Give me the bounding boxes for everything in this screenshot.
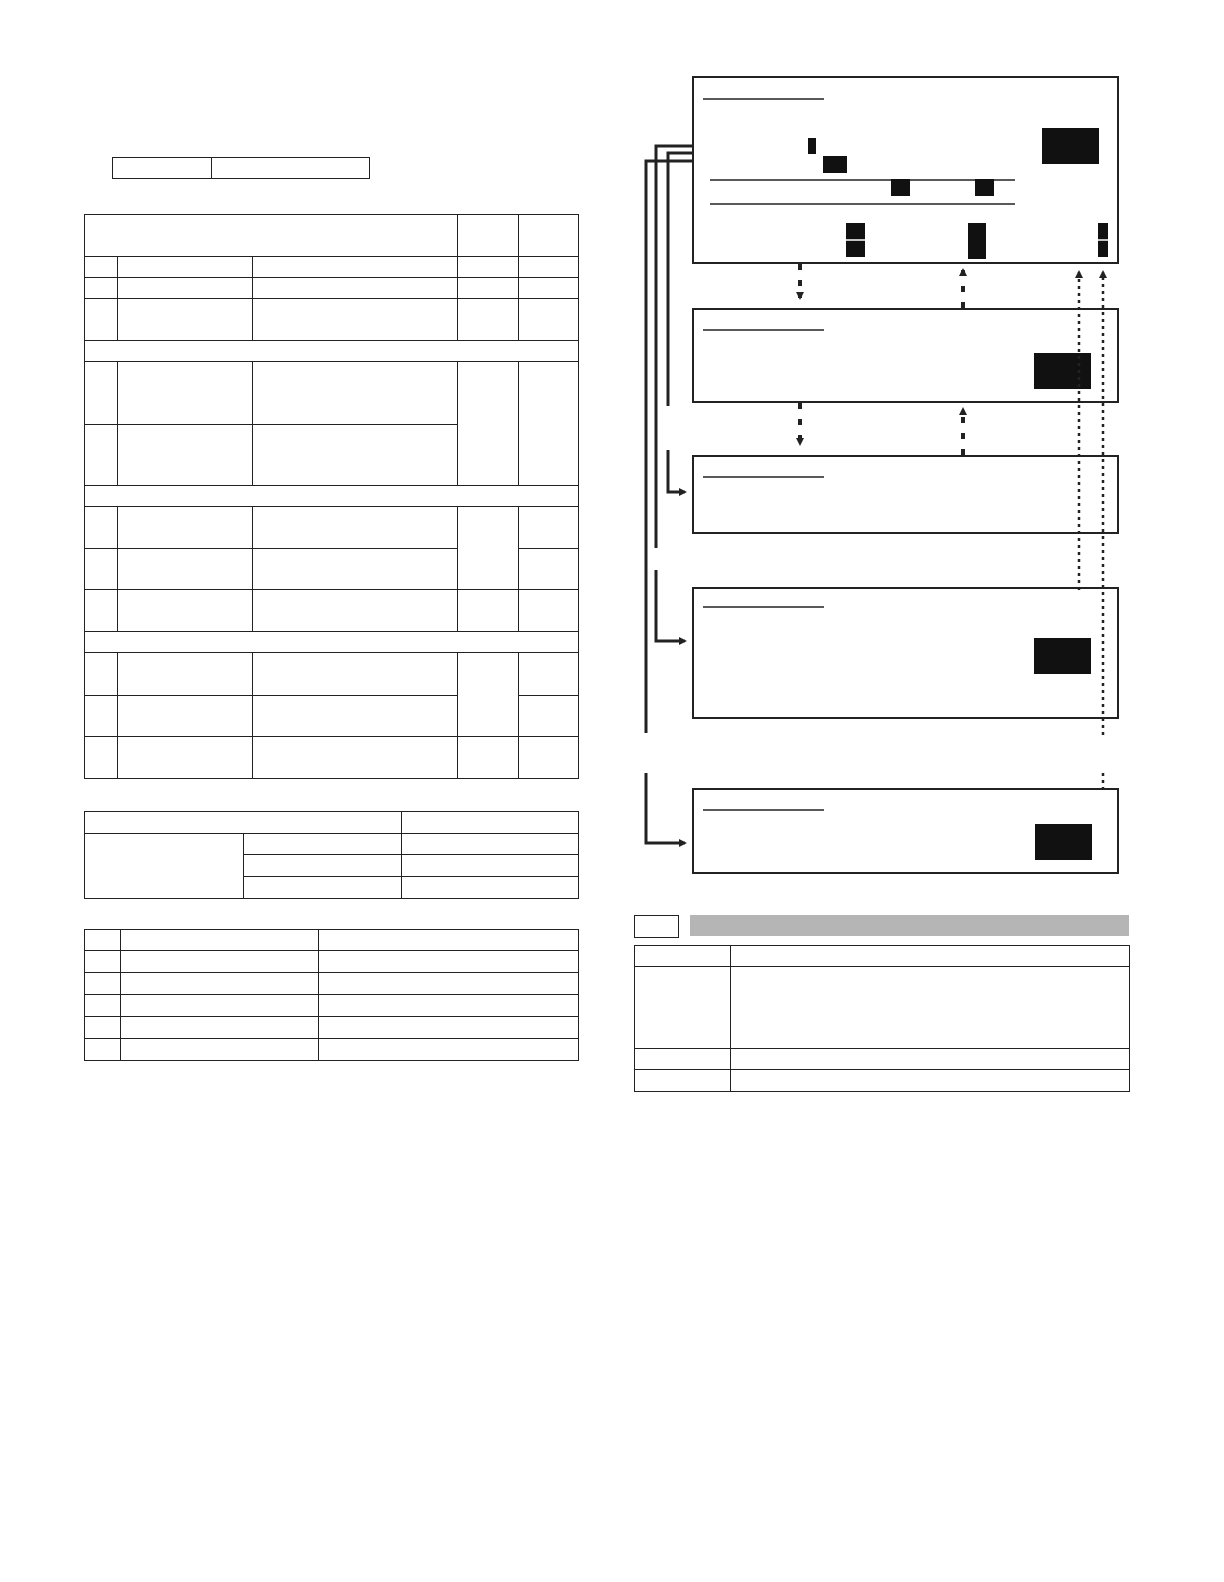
screen-panel-1 <box>693 77 1118 263</box>
table-row <box>635 1070 1130 1092</box>
key-label-box <box>634 915 679 938</box>
cursor-marker <box>808 138 816 154</box>
screen-panel-2 <box>693 309 1118 402</box>
flow-dotted-returns <box>1079 272 1103 790</box>
table-row <box>635 1049 1130 1070</box>
flow-arrows-vertical <box>800 264 963 455</box>
display-block <box>1035 824 1092 860</box>
display-block <box>1042 128 1099 164</box>
table-row <box>635 967 1130 1049</box>
value-block <box>975 179 994 196</box>
value-block <box>823 156 847 173</box>
value-block <box>891 179 910 196</box>
display-block <box>1034 638 1091 674</box>
flow-connectors-left <box>646 146 693 843</box>
screen-panel-3 <box>693 456 1118 533</box>
screen-panel-4 <box>693 588 1118 718</box>
table-row <box>635 946 1130 967</box>
key-block <box>968 223 986 259</box>
display-block <box>1034 353 1091 389</box>
section-banner <box>690 915 1129 936</box>
screen-panel-5 <box>693 789 1118 873</box>
key-table <box>634 945 1130 1092</box>
